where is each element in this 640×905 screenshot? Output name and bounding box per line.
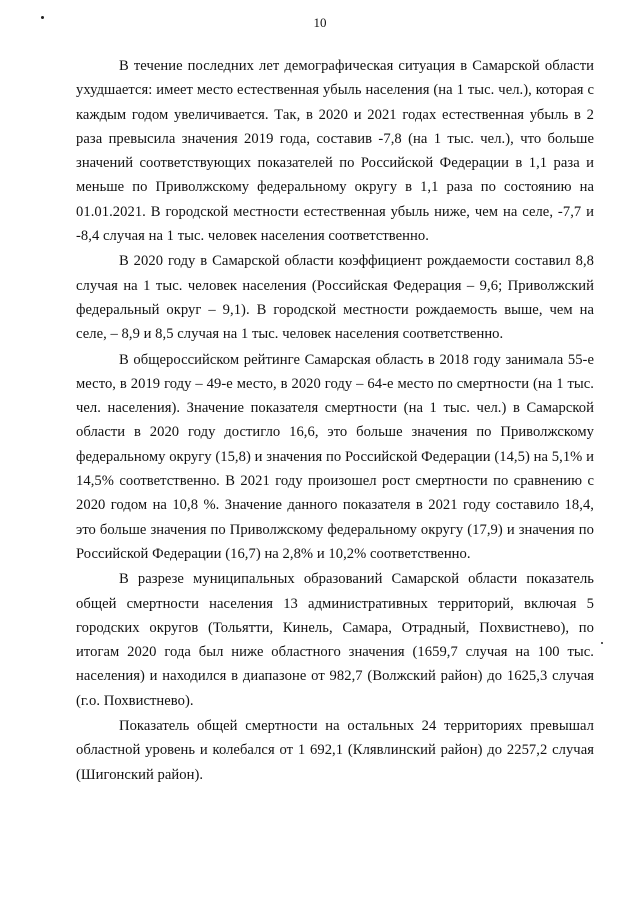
paragraph-remaining-territories: Показатель общей смертности на остальных 24 территориях превышал областной уровень и колебался от 1 692,1 (Клявлинский район) до 2257,2 случая (Шигонский район).: [76, 718, 594, 783]
document-body: [76, 54, 594, 788]
scan-speck-mid-right: [601, 642, 603, 644]
paragraph-natural-decline: В течение последних лет демографическая ситуация в Самарской области ухудшается: имеет место естественная убыль населения (на 1 тыс. чел.), которая с каждым годом увеличивается. Так, в 2020 и 2021 годах естественная убыль в 2 раза превысила значения 2019 года, составив -7,8 (на 1 тыс. чел.), что больше значений соответствующих показателей по Российской Федерации в 1,1 раза и меньше по Приволжскому федеральному округу в 1,1 раза по состоянию на 01.01.2021. В городской местности естественная убыль ниже, чем на селе, -7,7 и -8,4 случая на 1 тыс. человек населения соответственно.: [76, 58, 594, 245]
page-number: 10: [313, 15, 327, 30]
paragraph-birth-rate: В 2020 году в Самарской области коэффициент рождаемости составил 8,8 случая на 1 тыс. человек населения (Российская Федерация – 9,6; Приволжский федеральный округ – 9,1). В городской местности рождаемость выше, чем на селе, – 8,9 и 8,5 случая на 1 тыс. человек населения соответственно.: [76, 253, 594, 343]
paragraph-municipal-mortality: В разрезе муниципальных образований Самарской области показатель общей смертности населения 13 административных территорий, включая 5 городских округов (Тольятти, Кинель, Самара, Отрадный, Похвистнево), по итогам 2020 года был ниже областного значения (1659,7 случая на 100 тыс. населения) и находился в диапазоне от 982,7 (Волжский район) до 1625,3 случая (г.о. Похвистнево).: [76, 571, 594, 709]
paragraph-mortality-rating: В общероссийском рейтинге Самарская область в 2018 году занимала 55-е место, в 2019 году – 49-е место, в 2020 году – 64-е место по смертности (на 1 тыс. чел. населения). Значение показателя смертности (на 1 тыс. чел.) в Самарской области в 2020 году достигло 16,6, это больше значения по Приволжскому федеральному округу (15,8) и значения по Российской Федерации (14,5) на 5,1% и 14,5% соответственно. В 2021 году произошел рост смертности по сравнению с 2020 годом на 10,8 %. Значение данного показателя в 2021 году составило 18,4, это больше значения по Приволжскому федеральному округу (17,9) и значения по Российской Федерации (16,7) на 2,8% и 10,2% соответственно.: [76, 351, 594, 562]
